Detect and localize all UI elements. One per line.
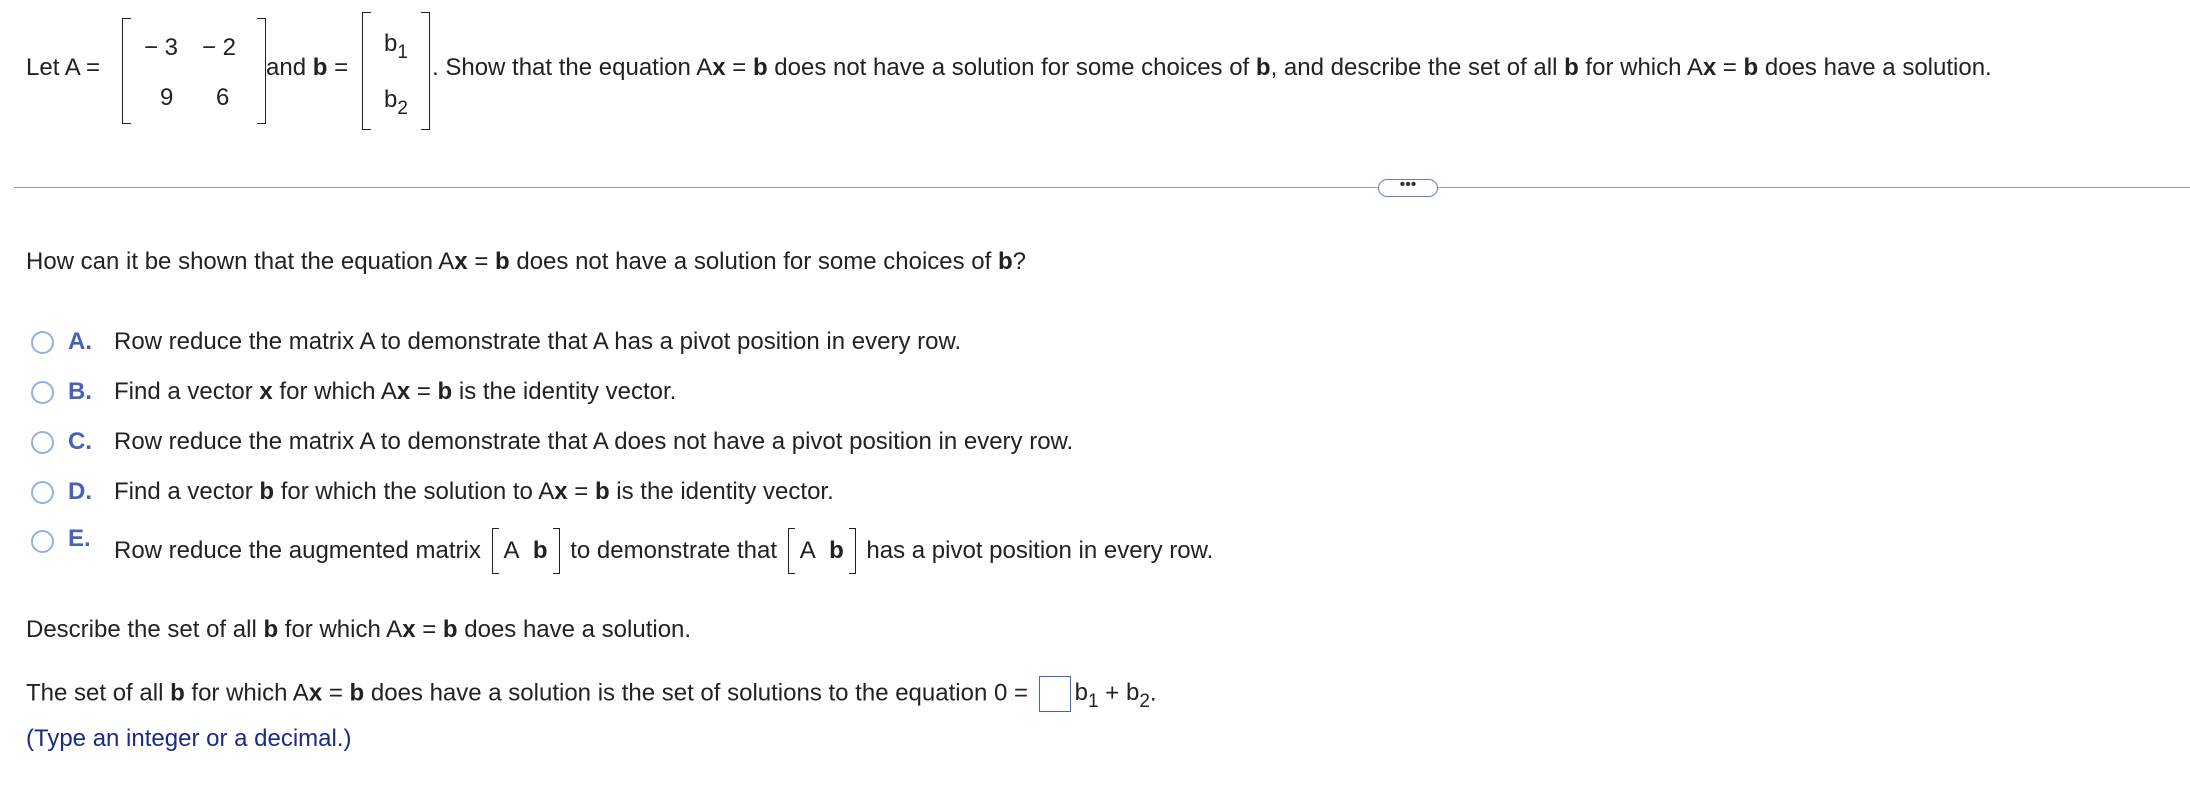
- matrix-a-right-bracket: [257, 18, 266, 124]
- vector-b-right-bracket: [421, 12, 430, 130]
- augmented-matrix-1: A b: [492, 528, 560, 574]
- matrix-a-r1c1: − 3: [144, 34, 179, 61]
- and-b-label: and b =: [266, 54, 349, 81]
- b2-term: $b_2$: [1125, 679, 1150, 713]
- question-1: How can it be shown that the equation Ax = b does not have a solution for some choices of b?: [26, 248, 1027, 275]
- option-d-letter: D.: [68, 478, 92, 505]
- option-a-letter: A.: [68, 328, 92, 355]
- matrix-a-left-bracket: [122, 18, 131, 124]
- augmented-matrix-2: A b: [788, 528, 856, 574]
- matrix-a-r2c1: 9: [160, 84, 174, 111]
- option-a-text[interactable]: Row reduce the matrix A to demonstrate that A has a pivot position in every row.: [114, 328, 962, 355]
- section-divider: [14, 187, 2190, 188]
- vector-b: [362, 12, 430, 130]
- option-c-radio[interactable]: [31, 431, 54, 454]
- answer-line: The set of all b for which Ax = b does have a solution is the set of solutions to the equation $0 = b_1 + b_2$.: [26, 676, 1157, 712]
- option-d-radio[interactable]: [31, 481, 54, 504]
- let-a-label: Let A =: [26, 54, 101, 81]
- option-d-text[interactable]: Find a vector b for which the solution to Ax = b is the identity vector.: [114, 478, 834, 505]
- option-b-radio[interactable]: [31, 381, 54, 404]
- problem-text: . Show that the equation Ax = b does not have a solution for some choices of b, and describe the set of all b for which Ax = b does have a solution.: [432, 54, 1992, 81]
- matrix-a-r2c2: 6: [216, 84, 230, 111]
- coefficient-input[interactable]: [1039, 676, 1071, 712]
- vector-b-left-bracket: [362, 12, 371, 130]
- option-e-radio[interactable]: [31, 530, 54, 553]
- matrix-a-r1c2: − 2: [202, 34, 237, 61]
- option-c-text[interactable]: Row reduce the matrix A to demonstrate that A does not have a pivot position in every row.: [114, 428, 1074, 455]
- more-options-button[interactable]: •••: [1378, 179, 1438, 197]
- option-c-letter: C.: [68, 428, 92, 455]
- vector-b-b2: $b_2$: [384, 86, 408, 119]
- vector-b-b1: $b_1$: [384, 30, 408, 63]
- matrix-a: [122, 18, 266, 124]
- b1-term: $b_1$: [1074, 679, 1099, 713]
- input-hint: (Type an integer or a decimal.): [26, 725, 352, 752]
- question-2: Describe the set of all b for which Ax = b does have a solution.: [26, 616, 692, 643]
- option-e-letter: E.: [68, 525, 91, 552]
- option-b-text[interactable]: Find a vector x for which Ax = b is the identity vector.: [114, 378, 677, 405]
- option-b-letter: B.: [68, 378, 92, 405]
- option-a-radio[interactable]: [31, 331, 54, 354]
- option-e-text[interactable]: Row reduce the augmented matrix A b to demonstrate that A b has a pivot position in every row.: [114, 528, 1213, 574]
